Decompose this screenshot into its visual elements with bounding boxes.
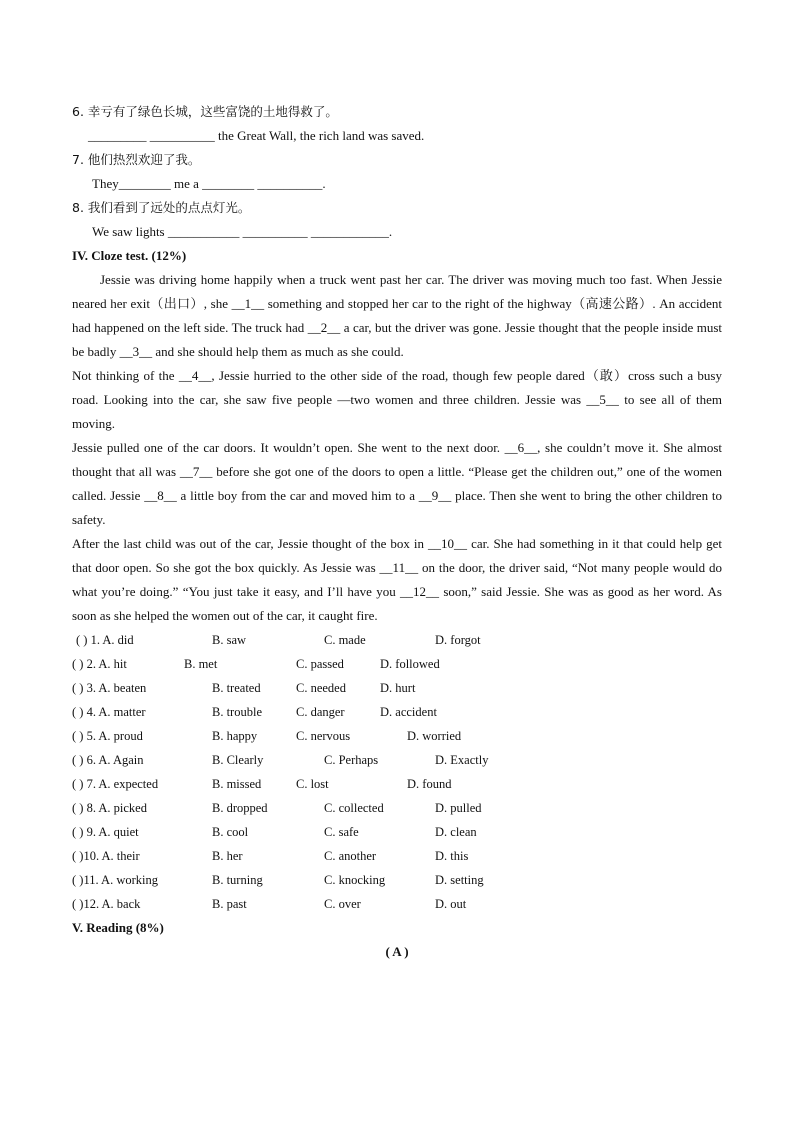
option-row — [72, 748, 722, 772]
option-row — [72, 724, 722, 748]
option-c: C. collected — [324, 801, 384, 815]
translation-item-6-chinese: 6. 幸亏有了绿色长城，这些富饶的土地得救了。 — [72, 104, 338, 119]
option-number-a: ( ) 4. A. matter — [72, 705, 146, 719]
option-c: C. made — [324, 633, 366, 647]
cloze-options-list — [72, 628, 722, 916]
option-c: C. nervous — [296, 729, 351, 743]
option-b: B. dropped — [212, 801, 268, 815]
option-d: D. this — [435, 849, 469, 863]
option-b: B. cool — [212, 825, 249, 839]
option-row — [72, 892, 722, 916]
option-d: D. forgot — [435, 633, 481, 647]
option-number-a: ( ) 6. A. Again — [72, 753, 144, 767]
option-c: C. danger — [296, 705, 345, 719]
option-d: D. hurt — [380, 681, 416, 695]
option-row — [72, 868, 722, 892]
option-row — [72, 628, 722, 652]
option-d: D. followed — [380, 657, 440, 671]
option-d: D. setting — [435, 873, 484, 887]
option-row — [72, 820, 722, 844]
option-b: B. Clearly — [212, 753, 264, 767]
option-c: C. knocking — [324, 873, 386, 887]
option-d: D. Exactly — [435, 753, 489, 767]
option-row — [72, 844, 722, 868]
translation-item-7-english: They________ me a ________ __________. — [92, 176, 326, 191]
option-d: D. pulled — [435, 801, 482, 815]
option-c: C. passed — [296, 657, 344, 671]
option-b: B. her — [212, 849, 243, 863]
option-number-a: ( ) 8. A. picked — [72, 801, 147, 815]
option-b: B. met — [184, 657, 218, 671]
option-c: C. another — [324, 849, 377, 863]
translation-item-8-chinese: 8. 我们看到了远处的点点灯光。 — [72, 200, 251, 215]
option-number-a: ( ) 7. A. expected — [72, 777, 159, 791]
option-c: C. over — [324, 897, 361, 911]
option-row — [72, 772, 722, 796]
option-d: D. out — [435, 897, 467, 911]
option-number-a: ( ) 1. A. did — [76, 633, 134, 647]
option-d: D. found — [407, 777, 452, 791]
option-number-a: ( ) 2. A. hit — [72, 657, 127, 671]
option-c: C. Perhaps — [324, 753, 379, 767]
reading-section-label: ( A ) — [385, 944, 409, 959]
cloze-paragraph-1: Jessie was driving home happily when a truck went past her car. The driver was moving much too fast. When Jessie neared her exit（出口）, she __1__ something and stopped her car to the right of the highway（高速公路）. An accident had happened on the left side. The truck had __2__ a car, but the driver was gone. Jessie thought that the people inside must be badly __3__ and she should help them as much as she could. — [72, 272, 722, 359]
option-number-a: ( ) 9. A. quiet — [72, 825, 139, 839]
option-number-a: ( )12. A. back — [72, 897, 141, 911]
cloze-paragraph-4: After the last child was out of the car, Jessie thought of the box in __10__ car. She had something in it that could help get that door open. So she got the box quickly. As Jessie was __11__ on the door, the driver said, “Not many people would do what you’re doing.” “You just take it easy, and I’ll have you __12__ soon,” said Jessie. She was as good as her word. As soon as she helped the women out of the car, it caught fire. — [72, 536, 722, 623]
option-row — [72, 796, 722, 820]
option-b: B. missed — [212, 777, 262, 791]
option-b: B. turning — [212, 873, 263, 887]
translation-item-8-english: We saw lights ___________ __________ ____________. — [92, 224, 393, 239]
option-row — [72, 652, 722, 676]
option-c: C. safe — [324, 825, 359, 839]
option-d: D. clean — [435, 825, 477, 839]
option-number-a: ( )10. A. their — [72, 849, 140, 863]
cloze-paragraph-3: Jessie pulled one of the car doors. It wouldn’t open. She went to the next door. __6__, she couldn’t move it. She almost thought that all was __7__ before she got one of the doors to open a little. “Please get the children out,” one of the women called. Jessie __8__ a little boy from the car and moved him to a __9__ place. Then she went to bring the other children to safety. — [72, 440, 722, 527]
option-number-a: ( )11. A. working — [72, 873, 158, 887]
worksheet-page — [72, 100, 722, 964]
option-b: B. treated — [212, 681, 261, 695]
option-number-a: ( ) 3. A. beaten — [72, 681, 147, 695]
option-c: C. lost — [296, 777, 329, 791]
reading-heading: V. Reading (8%) — [72, 920, 164, 935]
option-b: B. past — [212, 897, 247, 911]
option-b: B. saw — [212, 633, 247, 647]
option-row — [72, 700, 722, 724]
option-b: B. happy — [212, 729, 258, 743]
cloze-paragraph-2: Not thinking of the __4__, Jessie hurried to the other side of the road, though few people dared（敢）cross such a busy road. Looking into the car, she saw five people —two women and three children. Jessie was __5__ to see all of them moving. — [72, 368, 722, 431]
translation-item-7-chinese: 7. 他们热烈欢迎了我。 — [72, 152, 201, 167]
option-number-a: ( ) 5. A. proud — [72, 729, 143, 743]
option-b: B. trouble — [212, 705, 262, 719]
option-d: D. accident — [380, 705, 437, 719]
translation-item-6-english: _________ __________ the Great Wall, the rich land was saved. — [88, 128, 425, 143]
option-d: D. worried — [407, 729, 462, 743]
cloze-heading: IV. Cloze test. (12%) — [72, 248, 187, 263]
option-c: C. needed — [296, 681, 346, 695]
option-row — [72, 676, 722, 700]
